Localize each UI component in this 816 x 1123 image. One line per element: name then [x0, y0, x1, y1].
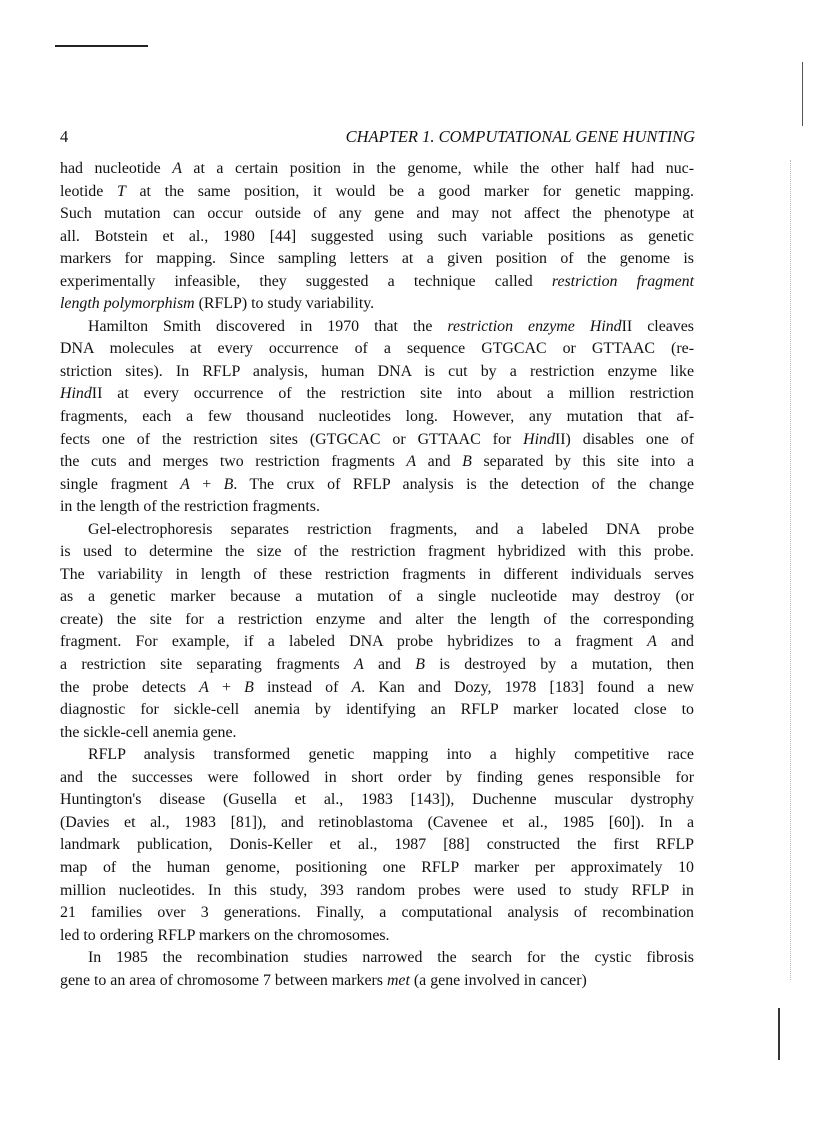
scan-edge-dots — [790, 160, 792, 980]
italic-text: restriction enzyme Hind — [447, 317, 622, 335]
text-line — [60, 429, 694, 452]
text-line — [60, 248, 694, 271]
text-line — [60, 880, 694, 903]
text-run: the sickle-cell anemia gene. — [60, 723, 237, 741]
italic-text: Hind — [523, 430, 555, 448]
italic-text: B — [244, 678, 254, 696]
body-text — [60, 158, 694, 992]
text-run: II) disables one of — [554, 430, 694, 448]
text-line — [60, 857, 694, 880]
italic-text: B — [462, 453, 472, 471]
text-line — [60, 789, 694, 812]
text-run: and — [656, 633, 695, 651]
text-line — [60, 474, 694, 497]
text-run: markers for mapping. Since sampling letters at a given position of the genome is — [60, 250, 694, 268]
italic-text: met — [386, 971, 410, 989]
text-run: experimentally infeasible, they suggested a technique called — [60, 272, 552, 290]
text-line — [60, 564, 694, 587]
italic-text: restriction fragment — [551, 272, 694, 290]
text-run: and — [416, 453, 463, 471]
italic-text: Hind — [60, 385, 92, 403]
scan-edge-mark — [802, 62, 803, 126]
text-line — [60, 338, 694, 361]
italic-text: length polymorphism — [60, 295, 195, 313]
top-rule — [55, 45, 148, 47]
paragraph — [60, 158, 694, 316]
text-run: (RFLP) to study variability. — [194, 295, 375, 313]
scan-edge-mark-bottom — [778, 1008, 780, 1060]
text-run: . The crux of RFLP analysis is the detection of the change — [233, 475, 694, 493]
text-line — [60, 812, 694, 835]
text-line — [60, 293, 694, 316]
text-line — [60, 361, 694, 384]
text-run: diagnostic for sickle-cell anemia by identifying an RFLP marker located close to — [60, 701, 694, 719]
text-run: as a genetic marker because a mutation of a single nucleotide may destroy (or — [60, 588, 694, 606]
italic-text: A — [172, 160, 182, 177]
italic-text: A — [406, 453, 417, 471]
text-line — [60, 609, 694, 632]
text-line — [60, 722, 694, 745]
text-line — [60, 383, 694, 406]
text-run: Gel-electrophoresis separates restriction fragments, and a labeled DNA probe — [88, 520, 694, 538]
paragraph — [60, 744, 694, 947]
italic-text: T — [116, 182, 126, 200]
text-run: Hamilton Smith discovered in 1970 that the — [88, 317, 448, 335]
text-run: led to ordering RFLP markers on the chromosomes. — [60, 926, 390, 944]
paragraph — [60, 947, 694, 992]
text-run: II cleaves — [621, 317, 694, 335]
text-run: create) the site for a restriction enzyme and alter the length of the corresponding — [60, 610, 694, 628]
italic-text: A — [647, 633, 657, 651]
text-run: at the same position, it would be a good marker for genetic mapping. — [125, 182, 695, 200]
text-run: at a certain position in the genome, while the other half had nuc- — [181, 160, 694, 177]
text-run: all. Botstein et al., 1980 [44] suggested using such variable positions as genetic — [60, 227, 694, 245]
running-title: CHAPTER 1. COMPUTATIONAL GENE HUNTING — [345, 127, 695, 146]
text-run: million nucleotides. In this study, 393 random probes were used to study RFLP in — [60, 881, 694, 899]
text-run: landmark publication, Donis-Keller et al., 1987 [88] constructed the first RFLP — [60, 836, 694, 854]
text-line — [60, 181, 694, 204]
text-run: in the length of the restriction fragments. — [60, 498, 320, 516]
text-run: (a gene involved in cancer) — [409, 971, 587, 989]
paragraph — [60, 316, 694, 519]
italic-text: A — [351, 678, 362, 696]
text-run: gene to an area of chromosome 7 between markers — [60, 971, 387, 989]
italic-text: A — [199, 678, 209, 696]
text-line — [60, 970, 694, 993]
italic-text: B — [415, 656, 425, 674]
text-run: 21 families over 3 generations. Finally, a computational analysis of recombination — [60, 904, 694, 922]
text-line — [60, 203, 694, 226]
text-line — [60, 925, 694, 948]
text-run: is destroyed by a mutation, then — [424, 656, 695, 674]
text-line — [60, 271, 694, 294]
text-run: instead of — [253, 678, 352, 696]
italic-text: B — [223, 475, 234, 493]
text-run: and — [363, 656, 416, 674]
text-line — [60, 699, 694, 722]
text-run: DNA molecules at every occurrence of a sequence GTGCAC or GTTAAC (re- — [60, 340, 694, 358]
text-line — [60, 451, 694, 474]
text-line — [60, 902, 694, 925]
text-run: and the successes were followed in short order by finding genes responsible for — [60, 768, 694, 786]
text-line — [60, 677, 694, 700]
text-run: map of the human genome, positioning one RFLP marker per approximately 10 — [60, 858, 694, 876]
text-run: the probe detects — [60, 678, 200, 696]
text-line — [60, 654, 694, 677]
text-run: Huntington's disease (Gusella et al., 1983 [143]), Duchenne muscular dystrophy — [60, 791, 694, 809]
text-run: RFLP analysis transformed genetic mapping into a highly competitive race — [88, 746, 694, 764]
text-line — [60, 406, 694, 429]
text-line — [60, 586, 694, 609]
text-run: leotide — [60, 182, 117, 200]
text-run: + — [208, 678, 245, 696]
text-run: is used to determine the size of the restriction fragment hybridized with this probe. — [60, 543, 694, 561]
text-run: + — [189, 475, 224, 493]
text-run: the cuts and merges two restriction fragments — [60, 453, 407, 471]
text-run: fragment. For example, if a labeled DNA probe hybridizes to a fragment — [60, 633, 648, 651]
text-run: II at every occurrence of the restriction site into about a million restriction — [91, 385, 694, 403]
text-line — [60, 496, 694, 519]
italic-text: A — [353, 656, 364, 674]
text-line — [60, 834, 694, 857]
italic-text: A — [180, 475, 190, 493]
text-line — [60, 744, 694, 767]
text-run: Such mutation can occur outside of any gene and may not affect the phenotype at — [60, 205, 694, 223]
text-line — [60, 631, 694, 654]
text-run: a restriction site separating fragments — [60, 656, 354, 674]
text-run: fects one of the restriction sites (GTGCAC or GTTAAC for — [60, 430, 524, 448]
text-line — [60, 767, 694, 790]
text-line — [60, 158, 694, 181]
text-line — [60, 947, 694, 970]
text-run: . Kan and Dozy, 1978 [183] found a new — [361, 678, 694, 696]
text-run: separated by this site into a — [471, 453, 694, 471]
text-run: had nucleotide — [60, 160, 173, 177]
text-run: striction sites). In RFLP analysis, human DNA is cut by a restriction enzyme like — [60, 362, 694, 380]
text-run: (Davies et al., 1983 [81]), and retinoblastoma (Cavenee et al., 1985 [60]). In a — [60, 813, 694, 831]
paragraph — [60, 519, 694, 744]
text-line — [60, 316, 694, 339]
text-run: fragments, each a few thousand nucleotides long. However, any mutation that af- — [60, 408, 694, 426]
text-line — [60, 541, 694, 564]
text-run: In 1985 the recombination studies narrowed the search for the cystic fibrosis — [88, 949, 694, 967]
text-run: The variability in length of these restriction fragments in different individuals serves — [60, 565, 694, 583]
text-line — [60, 519, 694, 542]
text-line — [60, 226, 694, 249]
page-number: 4 — [60, 127, 69, 146]
text-run: single fragment — [60, 475, 181, 493]
